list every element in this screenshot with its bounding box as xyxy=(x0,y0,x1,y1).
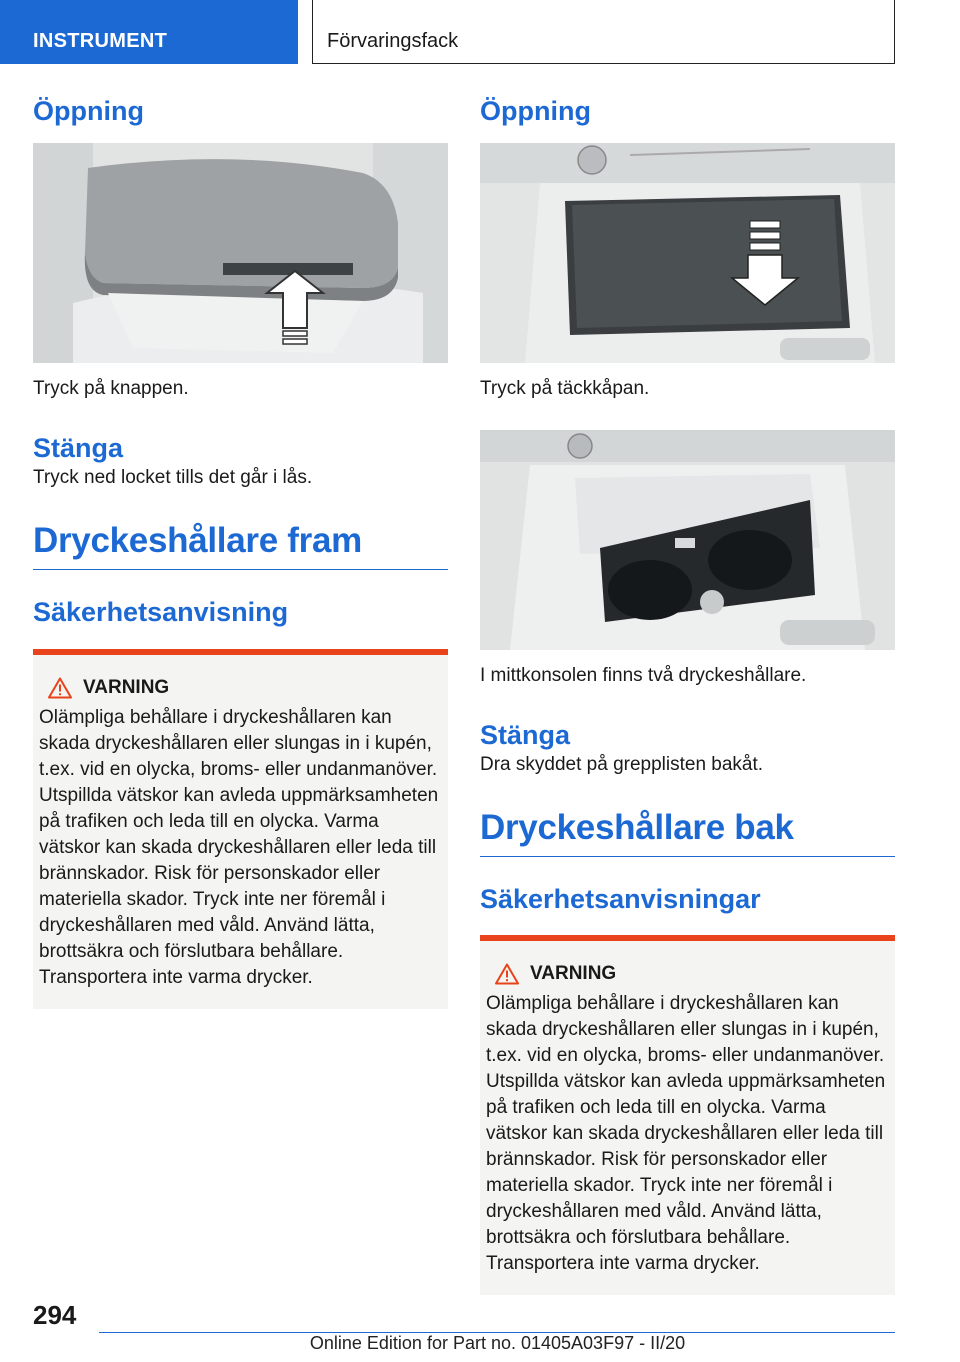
warning-box-front xyxy=(33,649,448,1009)
armrest-image xyxy=(33,143,448,363)
warning-text: Olämpliga behållare i dryckeshållaren kan skada dryckeshållaren eller slungas in i kupén, t.ex. vid en olycka, broms- eller undanmanöver. Utspillda vätskor kan avleda uppmärksamheten på trafiken och leda till en olycka. Varma vätskor kan skada dryckeshållaren eller leda till brännskador. Risk för personskador eller materiella skador. Tryck inte ner föremål i dryckeshållaren med våld. Använd lätta, brottsäkra och förslutbara behållare. Transportera inte varma drycker. xyxy=(486,993,886,1275)
text-close-front: Tryck ned locket tills det går i lås. xyxy=(33,467,313,489)
title-rear-cupholder: Dryckeshållare bak xyxy=(480,808,895,857)
chapter-title: Förvaringsfack xyxy=(327,30,459,52)
page-number: 294 xyxy=(33,1300,77,1330)
section-title: INSTRUMENT xyxy=(33,30,168,52)
warning-text: Olämpliga behållare i dryckeshållaren kan skada dryckeshållaren eller slungas in i kupén, t.ex. vid en olycka, broms- eller undanmanöver. Utspillda vätskor kan avleda uppmärksamheten på trafiken och leda till en olycka. Varma vätskor kan skada dryckeshållaren eller leda till brännskador. Risk för personskador eller materiella skador. Tryck inte ner föremål i dryckeshållaren med våld. Använd lätta, brottsäkra och förslutbara behållare. Transportera inte varma drycker. xyxy=(39,706,439,988)
console-cover-image xyxy=(480,143,895,363)
heading-close-front: Stänga xyxy=(33,433,124,464)
cupholders-image xyxy=(480,430,895,650)
safety-heading-rear: Säkerhetsanvisningar xyxy=(480,883,761,914)
heading-open-rear: Öppning xyxy=(480,96,591,126)
caption-open-rear: Tryck på täckkåpan. xyxy=(480,378,650,400)
warning-box-rear xyxy=(480,935,895,1295)
warning-label: VARNING xyxy=(83,676,170,698)
safety-heading-front: Säkerhetsanvisning xyxy=(33,597,289,628)
warning-triangle-icon xyxy=(39,677,81,699)
edition-link[interactable]: Online Edition for Part no. 01405A03F97 - II/20 xyxy=(309,1333,686,1353)
section-tab xyxy=(0,0,298,64)
caption-cupholders: I mittkonsolen finns två dryckeshållare. xyxy=(480,665,807,687)
warning-triangle-icon xyxy=(486,963,528,985)
left-column xyxy=(33,95,448,1009)
title-front-cupholder: Dryckeshållare fram xyxy=(33,521,448,570)
caption-open-front: Tryck på knappen. xyxy=(33,378,189,400)
heading-open-front: Öppning xyxy=(33,96,144,126)
warning-label: VARNING xyxy=(530,963,617,985)
text-close-rear: Dra skyddet på grepplisten bakåt. xyxy=(480,754,764,776)
right-column xyxy=(480,95,895,1295)
chapter-tab xyxy=(312,0,895,64)
heading-close-rear: Stänga xyxy=(480,719,571,750)
